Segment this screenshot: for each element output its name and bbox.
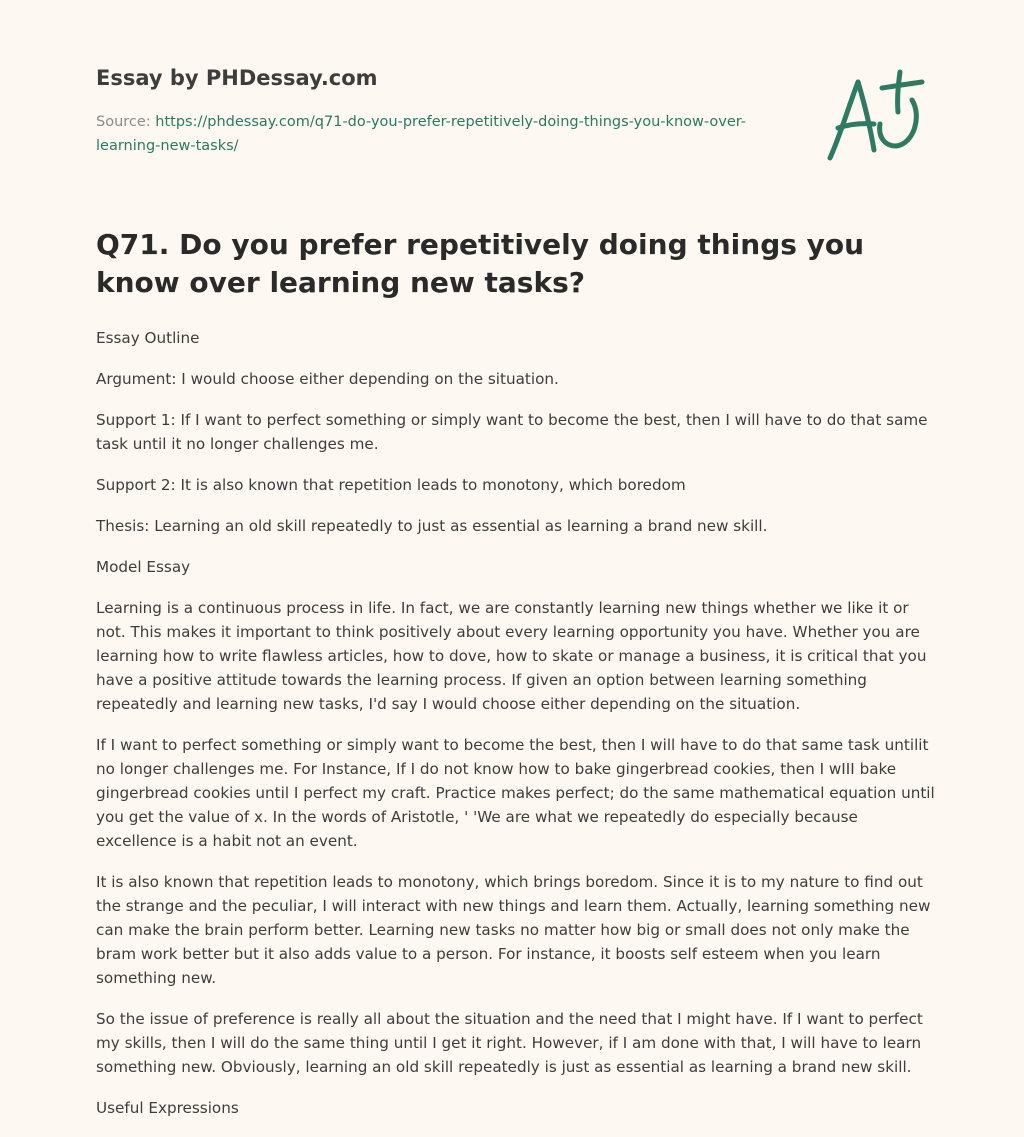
- source-link[interactable]: https://phdessay.com/q71-do-you-prefer-repetitively-doing-things-you-know-over-learning-new-tasks/: [96, 114, 747, 154]
- essay-paragraph: So the issue of preference is really all about the situation and the need that I might have. If I want to perfect my skills, then I will do the same thing until I get it right. However, if I am done with that, I will have to learn something new. Obviously, learning an old skill repeatedly is just as essential as learning a brand new skill.: [96, 1010, 923, 1076]
- useful-expressions-heading: Useful Expressions: [96, 1099, 239, 1117]
- site-brand: Essay by PHDessay.com: [96, 66, 378, 90]
- source-line: [96, 110, 756, 158]
- outline-support-1: Support 1: If I want to perfect something or simply want to become the best, then I will have to do that same task until it no longer challenges me.: [96, 411, 928, 453]
- model-essay-heading: Model Essay: [96, 558, 191, 576]
- source-label: Source:: [96, 114, 151, 130]
- essay-paragraph: If I want to perfect something or simply want to become the best, then I will have to do that same task untilit no longer challenges me. For Instance, If I do not know how to bake gingerbread cookies, then I wIII bake gingerbread cookies until I perfect my craft. Practice makes perfect; do the same mathematical equation until you get the value of x. In the words of Aristotle, ' 'We are what we repeatedly do especially because excellence is a habit not an event.: [96, 736, 935, 850]
- essay-body: [96, 326, 936, 1137]
- essay-paragraph: It is also known that repetition leads to monotony, which brings boredom. Since it is to my nature to find out the strange and the peculiar, I will interact with new things and learn them. Actually, learning something new can make the brain perform better. Learning new tasks no matter how big or small does not only make the bram work better but it also adds value to a person. For instance, it boosts self esteem when you learn something new.: [96, 873, 931, 987]
- outline-thesis: Thesis: Learning an old skill repeatedly to just as essential as learning a brand new skill.: [96, 517, 768, 535]
- essay-outline-heading: Essay Outline: [96, 329, 200, 347]
- outline-argument: Argument: I would choose either depending on the situation.: [96, 370, 559, 388]
- essay-paragraph: Learning is a continuous process in life. In fact, we are constantly learning new things whether we like it or not. This makes it important to think positively about every learning opportunity you have. Whether you are learning how to write flawless articles, how to dove, how to skate or manage a business, it is critical that you have a positive attitude towards the learning process. If given an option between learning something repeatedly and learning new tasks, I'd say I would choose either depending on the situation.: [96, 599, 927, 713]
- page-title: Q71. Do you prefer repetitively doing things you know over learning new tasks?: [96, 228, 865, 299]
- outline-support-2: Support 2: It is also known that repetition leads to monotony, which boredom: [96, 476, 686, 494]
- a-plus-logo-icon: [818, 66, 930, 166]
